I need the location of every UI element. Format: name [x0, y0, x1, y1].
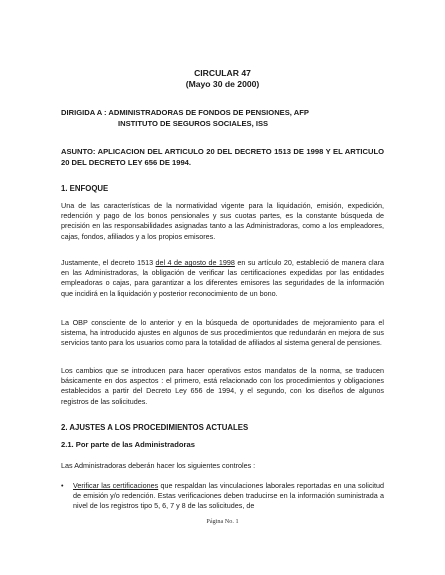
- addressee-line-1: DIRIGIDA A : ADMINISTRADORAS DE FONDOS DE PENSIONES, AFP: [61, 108, 309, 117]
- list-item: [61, 481, 384, 512]
- paragraph-2-rest: en su artículo 20, estableció de manera clara en las Administradoras, la obligación de verificar las certificaciones expedidas por las entidades empleadoras o cajas, para garantizar a los diferentes emisores las seguridades de la información que incidirá en la liquidación y posterior reconocimiento de un bono.: [61, 258, 384, 298]
- list-item-rest: que respaldan las vinculaciones laborales reportadas en una solicitud de emisión y/o redención. Estas verificaciones deben traducirse en la información suministrada a nivel de los registros tipo 5, 6, 7 y 8 de las solicitudes, de: [73, 481, 385, 511]
- circular-title: CIRCULAR 47: [194, 68, 251, 78]
- paragraph-4: Los cambios que se introducen para hacer operativos estos mandatos de la norma, se traducen básicamente en dos aspectos : el primero, está relacionado con los procedimientos y obligaciones establecidos a partir del Decreto Ley 656 de 1994, y el segundo, con los diseños de algunos registros de las solicitudes.: [61, 366, 384, 406]
- addressee-line-2: INSTITUTO DE SEGUROS SOCIALES, ISS: [118, 119, 269, 128]
- subsection-2-1-heading: 2.1. Por parte de las Administradoras: [61, 440, 195, 449]
- paragraph-2: [61, 258, 384, 299]
- bullet-icon: •: [61, 481, 64, 490]
- controls-intro: Las Administradoras deberán hacer los siguientes controles :: [61, 461, 256, 470]
- subject-block: ASUNTO: APLICACION DEL ARTICULO 20 DEL DECRETO 1513 DE 1998 Y EL ARTICULO 20 DEL DECRETO LEY 656 DE 1994.: [61, 147, 384, 167]
- paragraph-3: La OBP consciente de lo anterior y en la búsqueda de oportunidades de mejoramiento para el sistema, ha introducido ajustes en algunos de sus procedimientos que redundarán en mejora de sus servicios tanto para los usuarios como para la totalidad de afiliados al sistema general de pensiones.: [61, 318, 384, 348]
- paragraph-1: Una de las características de la normatividad vigente para la liquidación, emisión, expedición, redención y pago de los bonos pensionales y sus cuotas partes, es la constante búsqueda de precisión en las responsabilidades asignadas tanto a las Administradoras, como a los empleadores, cajas, fondos, afiliados y a los propios emisores.: [61, 201, 384, 241]
- section-1-heading: 1. ENFOQUE: [61, 184, 109, 193]
- list-item-text: [73, 481, 384, 512]
- section-2-heading: 2. AJUSTES A LOS PROCEDIMIENTOS ACTUALES: [61, 423, 249, 432]
- paragraph-2-start: Justamente, el decreto 1513: [61, 258, 156, 267]
- verify-certifications-link[interactable]: Verificar las certificaciones: [73, 481, 159, 490]
- addressee-block: [61, 107, 384, 129]
- paragraph-2-date-link[interactable]: del 4 de agosto de 1998: [155, 258, 235, 267]
- page-number: Página No. 1: [206, 518, 239, 525]
- circular-date: (Mayo 30 de 2000): [185, 79, 260, 89]
